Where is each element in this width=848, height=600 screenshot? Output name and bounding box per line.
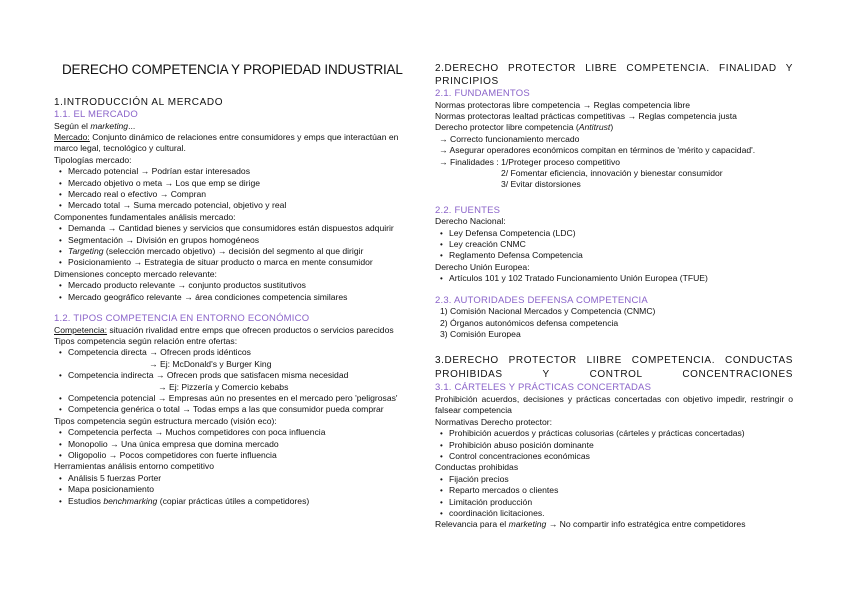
right-column — [435, 62, 793, 531]
section-3-heading: 3.DERECHO PROTECTOR LIIBRE COMPETENCIA. CONDUCTAS PROHIBIDAS Y CONTROL CONCENTRACIONES — [435, 355, 793, 381]
autoridad-line: 2) Órganos autonómicos defensa competencia — [440, 317, 619, 328]
conductas-heading: Conductas prohibidas — [435, 462, 519, 473]
ue-heading: Derecho Unión Europea: — [435, 261, 530, 272]
arrow-line: → Finalidades : 1/Proteger proceso competitivo — [439, 156, 621, 167]
list-item: • Análisis 5 fuerzas Porter — [54, 473, 404, 484]
section-1-heading: 1.INTRODUCCIÓN AL MERCADO — [54, 97, 224, 108]
list-item: • Mercado producto relevante → conjunto productos sustitutivos — [54, 280, 404, 291]
tipologias-list — [54, 166, 404, 212]
list-item: • Prohibición abuso posición dominante — [435, 440, 793, 451]
segun-line: Según el marketing... — [54, 120, 136, 131]
left-column — [54, 97, 404, 507]
herramientas-heading: Herramientas análisis entorno competitivo — [54, 461, 215, 472]
dimensiones-heading: Dimensiones concepto mercado relevante: — [54, 268, 217, 279]
dimensiones-list — [54, 280, 404, 303]
section-1-2-heading: 1.2. TIPOS COMPETENCIA EN ENTORNO ECONÓMICO — [54, 313, 310, 324]
list-item: • Competencia indirecta → Ofrecen prods que satisfacen misma necesidad — [54, 370, 404, 381]
list-item: • Artículos 101 y 102 Tratado Funcionamiento Unión Europea (TFUE) — [435, 273, 793, 284]
list-item: • Competencia directa → Ofrecen prods idénticos — [54, 347, 404, 358]
competencia-definition: Competencia: situación rivalidad entre emps que ofrecen productos o servicios parecidos — [54, 324, 394, 335]
fund-line: Normas protectoras libre competencia → Reglas competencia libre — [435, 99, 691, 110]
nacional-list — [435, 228, 793, 262]
autoridad-line: 3) Comisión Europea — [440, 329, 521, 339]
normativas-list — [435, 428, 793, 462]
finalidad-line: 3/ Evitar distorsiones — [501, 179, 581, 190]
example-line: → Ej: Pizzería y Comercio kebabs — [158, 381, 289, 392]
list-item: • Mercado total → Suma mercado potencial, objetivo y real — [54, 200, 404, 211]
section-2-3-heading: 2.3. AUTORIDADES DEFENSA COMPETENCIA — [435, 294, 648, 306]
list-item: • Demanda → Cantidad bienes y servicios que consumidores están dispuestos adquirir — [54, 223, 404, 234]
section-3-1-heading: 3.1. CÁRTELES Y PRÁCTICAS CONCERTADAS — [435, 382, 652, 394]
arrow-line: → Correcto funcionamiento mercado — [439, 133, 580, 144]
list-item: • Control concentraciones económicas — [435, 451, 793, 462]
herramientas-list — [54, 473, 404, 507]
fund-line: Normas protectoras lealtad prácticas competitivas → Reglas competencia justa — [435, 110, 737, 121]
list-item: • Ley creación CNMC — [435, 239, 793, 250]
mercado-definition: Mercado: Conjunto dinámico de relaciones entre consumidores y emps que interactúan en marco legal, tecnológico y cultural. — [54, 131, 399, 154]
example-line: → Ej: McDonald's y Burger King — [149, 358, 272, 369]
normativas-heading: Normativas Derecho protector: — [435, 416, 553, 427]
tipos-ofertas-list — [54, 347, 404, 415]
section-2-heading: 2.DERECHO PROTECTOR LIBRE COMPETENCIA. FINALIDAD Y PRINCIPIOS — [435, 63, 793, 87]
list-item: • Mercado real o efectivo → Compran — [54, 189, 404, 200]
autoridad-line: 1) Comisión Nacional Mercados y Competencia (CNMC) — [440, 306, 656, 317]
relevancia-line: Relevancia para el marketing → No compartir info estratégica entre competidores — [435, 519, 746, 530]
tipos-estructura-heading: Tipos competencia según estructura mercado (visión eco): — [54, 415, 277, 426]
estructura-list — [54, 427, 404, 461]
list-item: • Competencia perfecta → Muchos competidores con poca influencia — [54, 427, 404, 438]
section-2-2-heading: 2.2. FUENTES — [435, 204, 501, 216]
tipos-ofertas-heading: Tipos competencia según relación entre ofertas: — [54, 335, 238, 346]
list-item: • Segmentación → División en grupos homogéneos — [54, 235, 404, 246]
prohibicion-text: Prohibición acuerdos, decisiones y prácticas concertadas con objetivo impedir, restringir o falsear competencia — [435, 393, 793, 416]
section-2-1-heading: 2.1. FUNDAMENTOS — [435, 88, 530, 99]
list-item: • Limitación producción — [435, 497, 793, 508]
list-item: • Reglamento Defensa Competencia — [435, 250, 793, 261]
conductas-list — [435, 474, 793, 520]
tipologias-heading: Tipologías mercado: — [54, 154, 132, 165]
antitrust-line: Derecho protector libre competencia (Antitrust) — [435, 122, 614, 133]
list-item: • Competencia potencial → Empresas aún no presentes en el mercado pero 'peligrosas' — [54, 393, 404, 404]
list-item: • Prohibición acuerdos y prácticas colusorias (cárteles y prácticas concertadas) — [435, 428, 793, 439]
list-item: • Targeting (selección mercado objetivo) → decisión del segmento al que dirigir — [54, 246, 404, 257]
list-item: • Reparto mercados o clientes — [435, 485, 793, 496]
list-item: • Ley Defensa Competencia (LDC) — [435, 228, 793, 239]
list-item: • Mapa posicionamiento — [54, 484, 404, 495]
list-item: • Mercado geográfico relevante → área condiciones competencia similares — [54, 292, 404, 303]
list-item: • Mercado objetivo o meta → Los que emp se dirige — [54, 178, 404, 189]
list-item: • Monopolio → Una única empresa que domina mercado — [54, 439, 404, 450]
section-1-1-heading: 1.1. EL MERCADO — [54, 109, 138, 120]
componentes-heading: Componentes fundamentales análisis mercado: — [54, 211, 236, 222]
componentes-list — [54, 223, 404, 269]
page-title: DERECHO COMPETENCIA Y PROPIEDAD INDUSTRIAL — [62, 62, 403, 77]
nacional-heading: Derecho Nacional: — [435, 216, 506, 227]
list-item: • Estudios benchmarking (copiar prácticas útiles a competidores) — [54, 496, 404, 507]
list-item: • Mercado potencial → Podrían estar interesados — [54, 166, 404, 177]
list-item: • Oligopolio → Pocos competidores con fuerte influencia — [54, 450, 404, 461]
list-item: • Posicionamiento → Estrategia de situar producto o marca en mente consumidor — [54, 257, 404, 268]
list-item: • Competencia genérica o total → Todas emps a las que consumidor pueda comprar — [54, 404, 404, 415]
finalidad-line: 2/ Fomentar eficiencia, innovación y bienestar consumidor — [501, 167, 723, 178]
list-item: • Fijación precios — [435, 474, 793, 485]
ue-list — [435, 273, 793, 284]
list-item: • coordinación licitaciones. — [435, 508, 793, 519]
arrow-line: → Asegurar operadores económicos compitan en términos de 'mérito y capacidad'. — [439, 145, 756, 156]
